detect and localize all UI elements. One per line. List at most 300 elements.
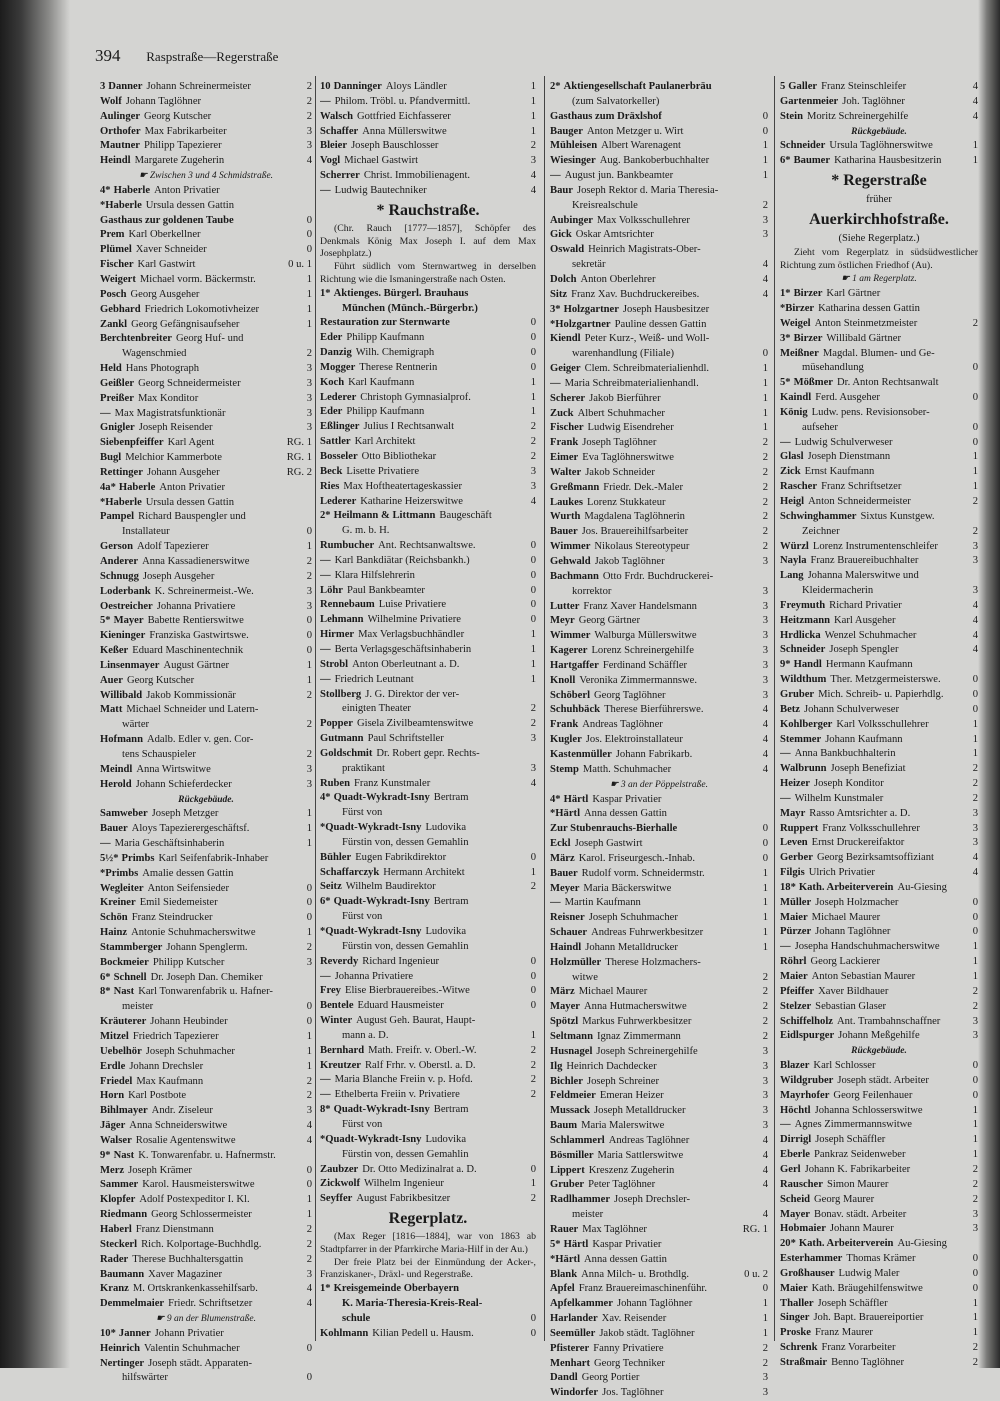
floor-number: 2 bbox=[530, 718, 536, 730]
resident-name: Mayer bbox=[780, 1208, 810, 1220]
directory-entry bbox=[100, 926, 312, 941]
resident-name: Haberle bbox=[118, 481, 156, 493]
resident-name: Anderer bbox=[100, 556, 139, 567]
resident-name: *Quadt-Wykradt-Isny bbox=[320, 822, 422, 834]
resident-name: Frey bbox=[320, 985, 341, 997]
resident-occupation: Karl Gastwirt bbox=[137, 259, 196, 271]
directory-entry bbox=[320, 420, 536, 435]
resident-occupation: Georg Ausgeher bbox=[130, 288, 200, 300]
resident-name: Stemp bbox=[550, 763, 579, 775]
directory-entry bbox=[780, 703, 978, 718]
directory-entry bbox=[780, 80, 978, 95]
resident-name: Schneider bbox=[780, 140, 826, 152]
floor-number: 4 bbox=[972, 852, 978, 864]
floor-number: 4 bbox=[762, 1164, 768, 1176]
resident-occupation: Joseph Benefiziat bbox=[830, 763, 906, 775]
resident-occupation: Anton Seifensieder bbox=[147, 882, 230, 894]
directory-entry bbox=[100, 139, 312, 154]
floor-number: 2 bbox=[972, 317, 978, 329]
house-number: 5½* bbox=[100, 852, 119, 864]
entry-continuation bbox=[320, 836, 536, 851]
resident-occupation: Rasso Amtsrichter a. D. bbox=[809, 807, 911, 819]
resident-name: Esterhammer bbox=[780, 1253, 843, 1265]
directory-entry bbox=[550, 1149, 768, 1164]
directory-entry bbox=[550, 1357, 768, 1372]
resident-occupation: Georg Maurer bbox=[814, 1193, 875, 1205]
resident-name: Gerber bbox=[780, 852, 813, 864]
resident-occupation: Lisette Privatiere bbox=[346, 465, 420, 477]
house-number: 2* bbox=[320, 510, 331, 522]
resident-name: *Holzgartner bbox=[550, 318, 611, 330]
resident-name: Berchtenbreiter bbox=[100, 333, 172, 345]
resident-name: Schaffarczyk bbox=[320, 866, 380, 878]
resident-occupation: Gottfried Eichfasserer bbox=[356, 110, 451, 122]
resident-name: Janner bbox=[118, 1327, 151, 1339]
resident-occupation: Baugeschäft bbox=[439, 510, 492, 522]
resident-occupation: Johann Privatier bbox=[154, 1327, 224, 1339]
floor-number: 0 bbox=[972, 392, 978, 404]
resident-name: Bauer bbox=[550, 867, 578, 879]
directory-entry bbox=[550, 718, 768, 733]
cross-street-note: ☛ Zwischen 3 und 4 Schmidstraße. bbox=[138, 171, 274, 182]
floor-number: 1 bbox=[530, 81, 536, 92]
floor-number: 1 bbox=[530, 95, 536, 107]
resident-occupation: Friedrich Tapezierer bbox=[132, 1031, 219, 1042]
column-divider bbox=[544, 76, 545, 1341]
page-header bbox=[95, 46, 975, 70]
directory-entry bbox=[550, 1045, 768, 1060]
resident-name: Meißner bbox=[780, 347, 819, 359]
directory-entry bbox=[780, 1029, 978, 1044]
resident-name: Zick bbox=[780, 466, 801, 478]
entry-continuation bbox=[550, 199, 768, 214]
floor-number: 0 bbox=[306, 1001, 312, 1013]
directory-entry bbox=[780, 896, 978, 911]
resident-occupation: Max Fabrikarbeiter bbox=[144, 125, 227, 137]
resident-name: Quadt-Wykradt-Isny bbox=[333, 792, 430, 804]
column-divider bbox=[774, 76, 775, 1341]
directory-entry bbox=[780, 688, 978, 703]
street-subheading: früher bbox=[866, 194, 892, 206]
directory-entry bbox=[100, 481, 312, 496]
resident-occupation: Therese Bierführerswe. bbox=[604, 704, 704, 716]
resident-occupation: Jos. Taglöhner bbox=[602, 1387, 664, 1399]
floor-number: 4 bbox=[306, 1120, 312, 1132]
resident-occupation: Johann Drechsler bbox=[129, 1060, 204, 1072]
resident-occupation: Joseph Schreinergehilfe bbox=[596, 1045, 698, 1057]
directory-entry bbox=[320, 1327, 536, 1342]
entry-continuation bbox=[780, 361, 978, 376]
directory-entry bbox=[100, 1134, 312, 1149]
resident-name: Linsenmayer bbox=[100, 659, 160, 671]
resident-occupation: Katharina dessen Gattin bbox=[818, 303, 920, 315]
resident-name: Riedmann bbox=[100, 1209, 148, 1221]
resident-occupation: Andreas Fuhrwerkbesitzer bbox=[591, 927, 704, 939]
directory-entry bbox=[320, 1059, 536, 1074]
resident-occupation: Jakob Bierführer bbox=[589, 392, 661, 404]
resident-name: Wimmer bbox=[550, 630, 591, 642]
resident-occupation: Therese Buchhaltersgattin bbox=[132, 1253, 244, 1265]
floor-number: 4 bbox=[762, 1149, 768, 1161]
resident-occupation: Peter Taglöhner bbox=[588, 1179, 656, 1191]
floor-number: 2 bbox=[530, 1059, 536, 1071]
directory-entry bbox=[320, 154, 536, 169]
resident-name: Uebelhör bbox=[100, 1045, 142, 1057]
resident-occupation: Jakob Schneider bbox=[585, 466, 655, 478]
floor-number: 2 bbox=[762, 496, 768, 508]
resident-occupation: Johanna Privatiere bbox=[156, 600, 236, 612]
entry-continuation bbox=[320, 910, 536, 925]
entry-continuation bbox=[320, 940, 536, 955]
resident-occupation: Friedr. Dek.-Maler bbox=[603, 481, 683, 493]
resident-occupation: Georg Techniker bbox=[594, 1357, 665, 1369]
resident-name: Laukes bbox=[550, 496, 583, 508]
resident-occupation: Karl Bankdiätar (Reichsbankh.) bbox=[334, 554, 470, 566]
resident-occupation: Adalb. Edler v. gen. Cor- bbox=[146, 734, 254, 746]
resident-name: Gehwald bbox=[550, 556, 591, 567]
resident-occupation: Heinrich Magistrats-Ober- bbox=[588, 244, 701, 256]
directory-entry bbox=[780, 450, 978, 465]
floor-number: 1 bbox=[972, 1104, 978, 1116]
resident-name: schule bbox=[342, 1312, 371, 1324]
resident-name: Harlander bbox=[550, 1313, 598, 1325]
resident-name: Frank bbox=[550, 719, 579, 731]
resident-occupation: Katharine Heizerswitwe bbox=[360, 495, 463, 507]
resident-occupation: Wilhelmine Privatiere bbox=[367, 614, 461, 626]
floor-number: RG. 1 bbox=[742, 1223, 768, 1235]
street-description: Zieht vom Regerplatz in südsüdwestlicher Richtung zum östlichen Friedhof (Au). bbox=[780, 246, 978, 271]
resident-occupation: Johann Spenglerm. bbox=[166, 941, 248, 953]
directory-entry bbox=[320, 495, 536, 510]
house-number: 6* bbox=[780, 155, 791, 167]
directory-entry bbox=[100, 585, 312, 600]
resident-occupation: korrektor bbox=[572, 585, 612, 597]
floor-number: 1 bbox=[762, 140, 768, 152]
directory-entry bbox=[550, 1030, 768, 1045]
resident-occupation: Joseph Schäffler bbox=[817, 1297, 888, 1309]
floor-number: 2 bbox=[762, 986, 768, 998]
floor-number: 3 bbox=[530, 465, 536, 477]
resident-occupation: Pankraz Seidenweber bbox=[814, 1149, 906, 1161]
resident-occupation: Franz Steindrucker bbox=[131, 912, 213, 924]
directory-entry bbox=[550, 852, 768, 867]
street-description: Führt südlich vom Sternwartweg in derselben Richtung wie die Ismaningerstraße nach Osten. bbox=[320, 261, 536, 285]
floor-number: 3 bbox=[762, 1090, 768, 1102]
resident-occupation: August Fabrikbesitzer bbox=[356, 1193, 451, 1205]
resident-name: Danninger bbox=[333, 81, 382, 92]
directory-entry bbox=[100, 110, 312, 125]
floor-number: 1 bbox=[306, 674, 312, 686]
resident-occupation: Fürst von bbox=[342, 911, 383, 923]
resident-name: Schöberl bbox=[550, 689, 591, 701]
directory-entry bbox=[320, 569, 536, 584]
directory-entry bbox=[100, 985, 312, 1000]
resident-occupation: Joseph Schreiner bbox=[586, 1075, 660, 1087]
directory-entry bbox=[550, 822, 768, 837]
resident-occupation: müsehandlung bbox=[802, 362, 864, 374]
floor-number: 1 bbox=[306, 288, 312, 300]
directory-column-4 bbox=[780, 80, 978, 1371]
resident-name: Wildgruber bbox=[780, 1074, 834, 1086]
page-edge-shadow bbox=[978, 0, 1000, 1368]
directory-entry bbox=[100, 510, 312, 525]
directory-entry bbox=[550, 703, 768, 718]
resident-name: Meindl bbox=[100, 763, 133, 775]
resident-occupation: Friedr. Schriftsetzer bbox=[168, 1298, 253, 1310]
resident-occupation: Jakob Kommissionär bbox=[146, 689, 236, 701]
directory-entry bbox=[100, 733, 312, 748]
resident-name: — bbox=[550, 377, 561, 389]
street-subheading: (Siehe Regerplatz.) bbox=[838, 232, 920, 244]
resident-name: Demmelmaier bbox=[100, 1298, 165, 1310]
resident-occupation: Michael Maurer bbox=[578, 986, 648, 998]
resident-occupation: Agnes Zimmermannswitwe bbox=[794, 1119, 912, 1131]
floor-number: 4 bbox=[762, 748, 768, 760]
directory-entry bbox=[550, 466, 768, 481]
directory-entry bbox=[100, 570, 312, 585]
directory-entry bbox=[780, 569, 978, 584]
floor-number: 4 bbox=[530, 495, 536, 507]
floor-number: 3 bbox=[306, 377, 312, 389]
directory-column-1 bbox=[100, 80, 312, 1386]
resident-name: Steckerl bbox=[100, 1238, 138, 1250]
floor-number: 3 bbox=[972, 1015, 978, 1027]
floor-number: 2 bbox=[972, 1356, 978, 1368]
directory-entry bbox=[780, 629, 978, 644]
resident-occupation: Maria Sattlerswitwe bbox=[597, 1149, 684, 1161]
directory-entry bbox=[550, 525, 768, 540]
resident-name: Fischer bbox=[550, 422, 584, 434]
resident-occupation: Josepha Handschuhmacherswitwe bbox=[794, 941, 940, 953]
resident-occupation: Friedrich Lokomotivheizer bbox=[144, 303, 260, 315]
directory-entry bbox=[780, 95, 978, 110]
resident-occupation: Emeran Heizer bbox=[599, 1090, 664, 1102]
resident-occupation: Heinrich Dachdecker bbox=[566, 1060, 657, 1072]
floor-number: 4 bbox=[762, 259, 768, 271]
directory-entry bbox=[100, 288, 312, 303]
resident-name: — bbox=[780, 748, 791, 760]
floor-number: 2 bbox=[762, 1357, 768, 1369]
floor-number: 1 bbox=[972, 1149, 978, 1161]
directory-entry bbox=[550, 1223, 768, 1238]
resident-name: Wolf bbox=[100, 95, 122, 107]
directory-entry bbox=[100, 1075, 312, 1090]
floor-number: 1 bbox=[762, 941, 768, 953]
directory-entry bbox=[550, 214, 768, 229]
directory-entry bbox=[780, 347, 978, 362]
resident-name: München (Münch.-Bürgerbr.) bbox=[342, 302, 478, 314]
resident-occupation: Joh. Taglöhner bbox=[842, 95, 905, 107]
directory-entry bbox=[100, 199, 312, 214]
resident-name: Löhr bbox=[320, 584, 343, 596]
resident-name: Bugl bbox=[100, 452, 122, 464]
directory-entry bbox=[100, 332, 312, 347]
resident-occupation: Richard Bauspengler und bbox=[138, 511, 246, 523]
resident-name: — bbox=[550, 897, 561, 909]
floor-number: 4 bbox=[762, 1134, 768, 1146]
resident-name: Eidlspurger bbox=[780, 1030, 835, 1042]
directory-entry bbox=[100, 436, 312, 451]
resident-name: *Härtl bbox=[550, 808, 581, 820]
resident-name: Gartenmeier bbox=[780, 95, 839, 107]
resident-occupation: Johanna Malerswitwe und bbox=[807, 570, 919, 582]
entry-continuation bbox=[320, 1029, 536, 1044]
directory-entry bbox=[100, 377, 312, 392]
floor-number: 1 bbox=[972, 155, 978, 167]
resident-name: Aulinger bbox=[100, 110, 141, 122]
directory-entry bbox=[100, 451, 312, 466]
directory-entry bbox=[550, 1119, 768, 1134]
floor-number: 2 bbox=[972, 1193, 978, 1205]
entry-continuation bbox=[320, 1297, 536, 1312]
resident-name: März bbox=[550, 852, 575, 864]
floor-number: 1 bbox=[530, 406, 536, 418]
directory-entry bbox=[780, 1000, 978, 1015]
resident-occupation: Anton Schneidermeister bbox=[808, 496, 911, 507]
house-number: 3* bbox=[550, 303, 561, 315]
directory-entry bbox=[100, 125, 312, 140]
floor-number: 1 bbox=[762, 407, 768, 419]
resident-name: Bosseler bbox=[320, 451, 358, 463]
resident-name: Hartgaffer bbox=[550, 659, 599, 671]
floor-number: 3 bbox=[972, 822, 978, 834]
floor-number: 1 bbox=[306, 823, 312, 835]
directory-entry bbox=[100, 852, 312, 867]
resident-name: Wimmer bbox=[550, 541, 591, 553]
directory-entry bbox=[100, 184, 312, 199]
resident-occupation: Anton Privatier bbox=[154, 184, 220, 196]
resident-occupation: Max Magistratsfunktionär bbox=[114, 407, 226, 419]
directory-entry bbox=[780, 792, 978, 807]
resident-name: Herold bbox=[100, 778, 132, 790]
directory-entry bbox=[550, 1268, 768, 1283]
directory-entry bbox=[100, 95, 312, 110]
resident-name: — bbox=[320, 95, 331, 107]
resident-name: — bbox=[320, 1074, 331, 1086]
floor-number: 1 bbox=[306, 838, 312, 850]
directory-entry bbox=[550, 1342, 768, 1357]
resident-occupation: Fürstin von, dessen Gemahlin bbox=[342, 836, 469, 848]
resident-name: Ries bbox=[320, 480, 340, 492]
resident-name: Zur Stubenrauchs-Bierhalle bbox=[550, 823, 678, 835]
floor-number: 1 bbox=[530, 125, 536, 137]
resident-name: Bentele bbox=[320, 1000, 354, 1012]
directory-entry bbox=[550, 600, 768, 615]
directory-entry bbox=[320, 688, 536, 703]
directory-entry bbox=[780, 1163, 978, 1178]
floor-number: 4 bbox=[762, 704, 768, 716]
resident-name: Pampel bbox=[100, 511, 135, 523]
directory-entry bbox=[100, 1193, 312, 1208]
resident-name: Loderbank bbox=[100, 585, 151, 597]
resident-occupation: Max Hoftheatertageskassier bbox=[343, 480, 462, 492]
resident-name: Schiffelholz bbox=[780, 1015, 833, 1027]
floor-number: 4 bbox=[530, 184, 536, 196]
floor-number: 4 bbox=[306, 1134, 312, 1146]
resident-occupation: Karl Gärtner bbox=[826, 288, 881, 300]
resident-occupation: Maria Schreibmaterialienhandl. bbox=[564, 377, 699, 389]
directory-entry bbox=[320, 1044, 536, 1059]
directory-entry bbox=[320, 955, 536, 970]
floor-number: 2 bbox=[306, 689, 312, 701]
directory-entry bbox=[320, 1192, 536, 1207]
resident-occupation: warenhandlung (Filiale) bbox=[572, 348, 675, 360]
cross-street-note: ☛ 9 an der Blumenstraße. bbox=[155, 1314, 257, 1325]
floor-number: 3 bbox=[762, 1075, 768, 1087]
directory-entry bbox=[780, 495, 978, 510]
resident-occupation: Lorenz Stukkateur bbox=[586, 496, 666, 508]
resident-name: *Haberle bbox=[100, 199, 142, 211]
directory-entry bbox=[780, 391, 978, 406]
directory-entry bbox=[550, 555, 768, 570]
directory-entry bbox=[320, 1133, 536, 1148]
floor-number: 0 bbox=[530, 614, 536, 626]
resident-occupation: Ludwig Schulverweser bbox=[794, 436, 893, 448]
resident-name: Maier bbox=[780, 911, 808, 923]
resident-occupation: Wenzel Schuhmacher bbox=[824, 629, 917, 641]
directory-entry bbox=[320, 584, 536, 599]
resident-name: Vogl bbox=[320, 155, 341, 167]
resident-name: Aktiengesellschaft Paulanerbräu bbox=[563, 81, 712, 92]
resident-occupation: Aloys Ländler bbox=[385, 81, 447, 92]
resident-name: Mayer bbox=[550, 1001, 580, 1013]
directory-entry bbox=[320, 331, 536, 346]
resident-occupation: Fürst von bbox=[342, 1118, 383, 1130]
directory-entry bbox=[780, 807, 978, 822]
cross-street-note: ☛ 3 an der Pöppelstraße. bbox=[610, 779, 708, 790]
directory-entry bbox=[550, 1000, 768, 1015]
resident-occupation: Kreszenz Zugeherin bbox=[588, 1164, 675, 1176]
directory-entry bbox=[550, 1253, 768, 1268]
directory-entry bbox=[550, 421, 768, 436]
directory-entry bbox=[780, 376, 978, 391]
floor-number: 3 bbox=[762, 1372, 768, 1384]
resident-occupation: August Geh. Baurat, Haupt- bbox=[356, 1015, 476, 1027]
floor-number: 0 bbox=[306, 526, 312, 538]
floor-number: 3 bbox=[762, 1045, 768, 1057]
book-binding-shadow bbox=[0, 0, 70, 1368]
resident-name: Zuck bbox=[550, 407, 574, 419]
resident-name: Wurth bbox=[550, 511, 581, 523]
directory-entry bbox=[780, 733, 978, 748]
resident-name: Weigel bbox=[780, 317, 811, 329]
resident-name: Eder bbox=[320, 332, 343, 344]
floor-number: 0 bbox=[306, 897, 312, 909]
resident-occupation: Simon Maurer bbox=[826, 1178, 889, 1190]
floor-number: 0 bbox=[972, 1267, 978, 1279]
resident-name: Bauer bbox=[550, 526, 578, 538]
floor-number: 2 bbox=[972, 985, 978, 997]
resident-name: März bbox=[550, 986, 575, 998]
resident-name: Mitzel bbox=[100, 1031, 129, 1042]
directory-entry bbox=[320, 376, 536, 391]
directory-entry bbox=[780, 911, 978, 926]
resident-name: Reverdy bbox=[320, 955, 359, 967]
resident-occupation: Joseph Drechsler- bbox=[614, 1194, 691, 1206]
house-number: 5* bbox=[100, 615, 111, 627]
resident-name: Leven bbox=[780, 837, 808, 849]
directory-entry bbox=[780, 836, 978, 851]
house-number: 10 bbox=[320, 81, 331, 92]
entry-continuation bbox=[320, 1118, 536, 1133]
directory-entry bbox=[320, 169, 536, 184]
floor-number: 0 bbox=[306, 1164, 312, 1176]
directory-entry bbox=[550, 1386, 768, 1401]
resident-occupation: Joseph Hausbesitzer bbox=[622, 303, 710, 315]
floor-number: 0 bbox=[530, 554, 536, 566]
resident-occupation: Veronika Zimmermannswe. bbox=[579, 674, 698, 686]
resident-occupation bbox=[238, 214, 303, 229]
